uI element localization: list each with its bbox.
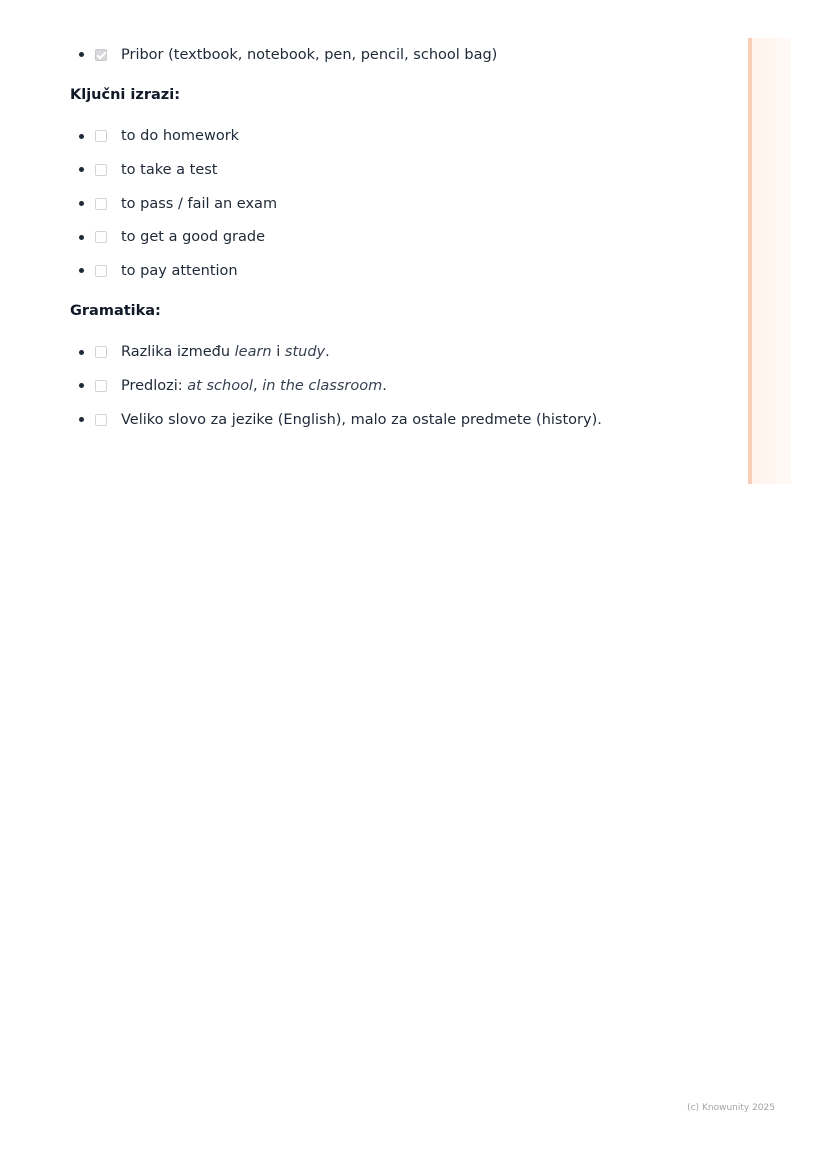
bullet-icon — [79, 383, 84, 388]
side-accent-panel — [748, 38, 791, 484]
list-item-text — [121, 162, 218, 178]
list-item-text — [121, 128, 239, 144]
list-item — [70, 153, 730, 187]
list-item-text — [121, 229, 265, 245]
text-run: . — [325, 344, 330, 361]
checkbox-unchecked[interactable] — [95, 414, 107, 426]
text-run: to pass / fail an exam — [121, 195, 278, 212]
footer-copyright: (c) Knowunity 2025 — [687, 1103, 775, 1113]
checkbox-unchecked[interactable] — [95, 164, 107, 176]
list-item — [70, 369, 730, 403]
list-item-text — [121, 344, 330, 360]
document-content — [70, 38, 730, 436]
bullet-icon — [79, 201, 84, 206]
top-checklist — [70, 38, 730, 72]
checkbox-unchecked[interactable] — [95, 380, 107, 392]
section-heading-kljucni-izrazi: Ključni izrazi: — [70, 86, 180, 103]
checkbox-unchecked[interactable] — [95, 346, 107, 358]
bullet-icon — [79, 417, 84, 422]
list-item — [70, 187, 730, 221]
text-run: to get a good grade — [121, 229, 266, 246]
bullet-icon — [79, 167, 84, 172]
italic-term: learn — [234, 344, 272, 361]
bullet-icon — [79, 52, 84, 57]
list-item-text — [121, 263, 238, 279]
text-run: Veliko slovo za jezike (English), malo za ostale predmete (history). — [121, 411, 602, 428]
list-item-text — [121, 412, 602, 428]
bullet-icon — [79, 268, 84, 273]
list-item-text: Pribor (textbook, notebook, pen, pencil, school bag) — [121, 46, 498, 63]
list-item-text — [121, 378, 387, 394]
list-item-text — [121, 196, 277, 212]
text-run: to take a test — [121, 161, 218, 178]
checkbox-checked[interactable] — [95, 49, 107, 61]
text-run: , — [252, 377, 263, 394]
kljucni-izrazi-checklist — [70, 120, 730, 288]
list-item — [70, 254, 730, 288]
text-run: i — [271, 344, 285, 361]
bullet-icon — [79, 350, 84, 355]
text-run: Predlozi: — [121, 377, 188, 394]
checkbox-unchecked[interactable] — [95, 198, 107, 210]
section-heading-gramatika: Gramatika: — [70, 302, 161, 319]
italic-term: in the classroom — [262, 377, 383, 394]
bullet-icon — [79, 235, 84, 240]
text-run: to do homework — [121, 128, 240, 145]
list-item — [70, 403, 730, 437]
list-item — [70, 336, 730, 370]
text-run: . — [382, 377, 387, 394]
checkbox-unchecked[interactable] — [95, 265, 107, 277]
text-run: to pay attention — [121, 262, 238, 279]
italic-term: study — [284, 344, 326, 361]
list-item — [70, 120, 730, 154]
list-item — [70, 220, 730, 254]
gramatika-checklist — [70, 336, 730, 437]
bullet-icon — [79, 134, 84, 139]
text-run: Razlika između — [121, 344, 235, 361]
checkbox-unchecked[interactable] — [95, 130, 107, 142]
checkbox-unchecked[interactable] — [95, 231, 107, 243]
list-item — [70, 38, 730, 72]
italic-term: at school — [187, 377, 253, 394]
